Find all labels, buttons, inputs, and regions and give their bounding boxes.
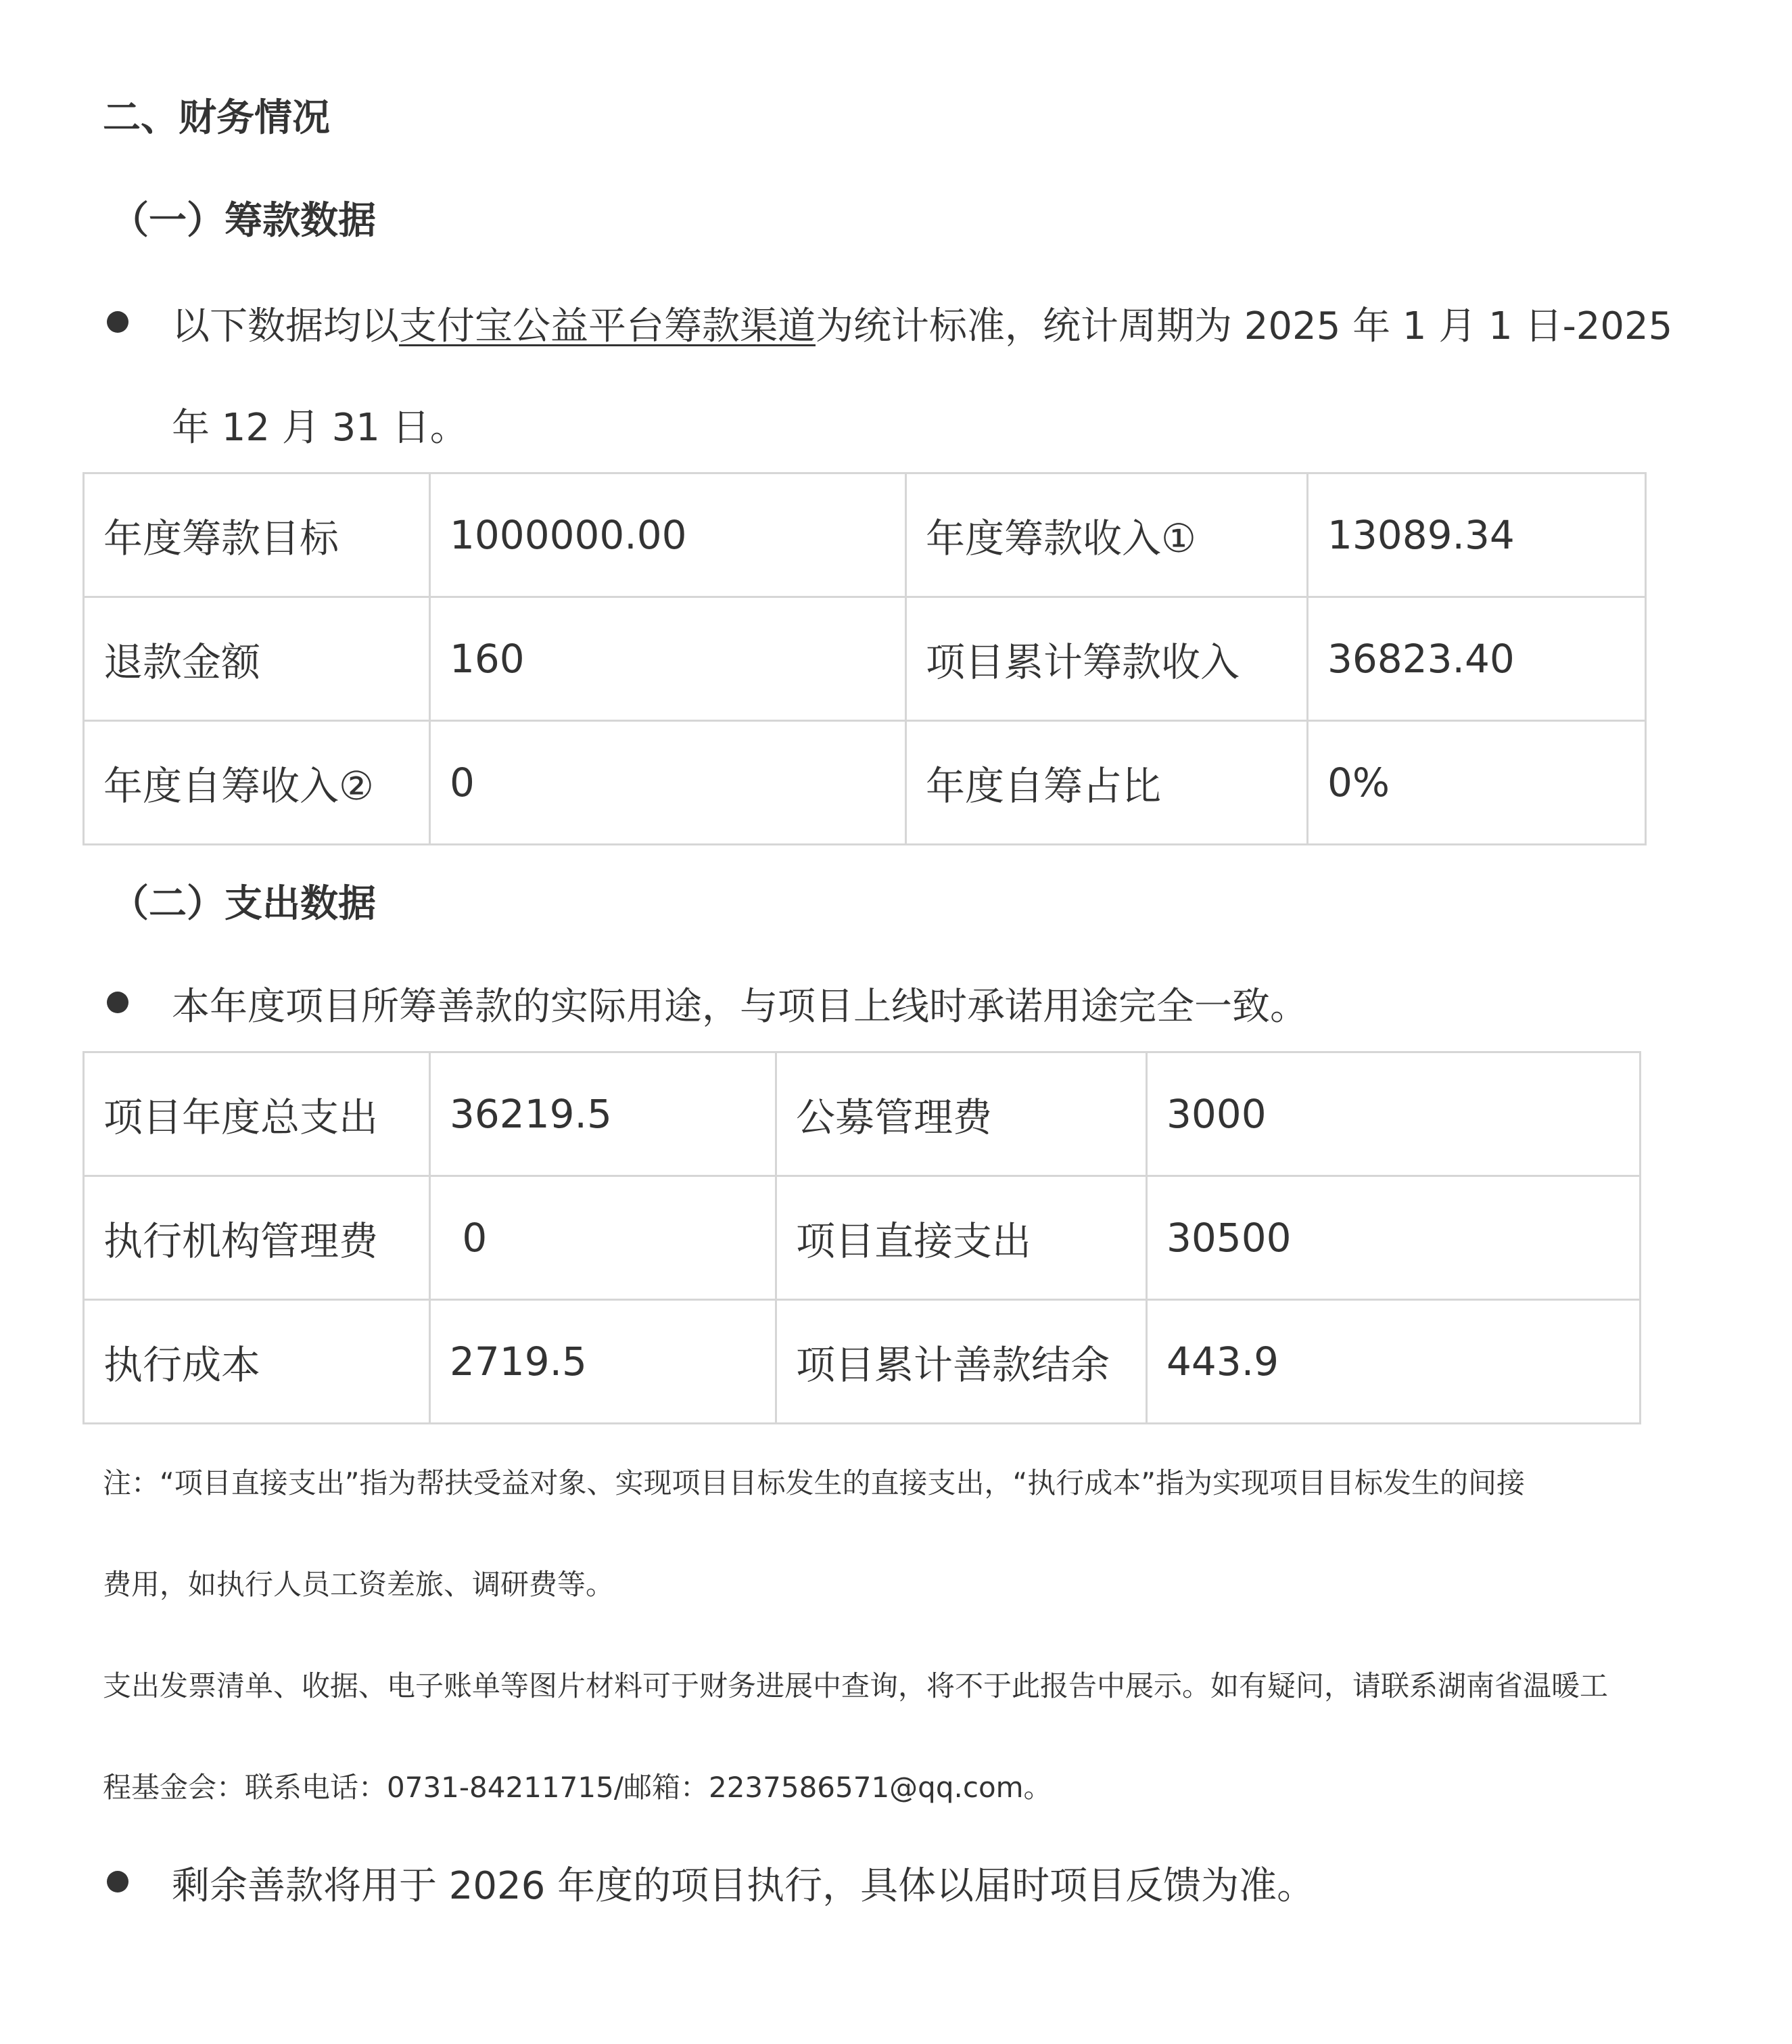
table-cell-label: 年度筹款目标 xyxy=(84,473,430,597)
fundraising-bullet-line1 xyxy=(172,296,1672,350)
table-cell-label: 年度自筹占比 xyxy=(906,721,1308,845)
bullet-icon xyxy=(107,992,128,1013)
table-cell-value: 36219.5 xyxy=(430,1052,776,1176)
table-cell-value: 0 xyxy=(430,1176,776,1300)
bullet-icon xyxy=(107,311,128,333)
bullet-suffix: 为统计标准，统计周期为 2025 年 1 月 1 日-2025 xyxy=(816,304,1673,348)
expenditure-table xyxy=(82,1051,1641,1424)
table-cell-value: 36823.40 xyxy=(1308,597,1646,721)
table-row xyxy=(84,1176,1641,1300)
platform-link-text: 支付宝公益平台筹款渠道 xyxy=(399,304,816,348)
table-row xyxy=(84,473,1646,597)
bullet-icon xyxy=(107,1871,128,1892)
table-cell-label: 项目累计善款结余 xyxy=(776,1300,1147,1424)
table-cell-label: 执行成本 xyxy=(84,1300,430,1424)
table-cell-label: 年度自筹收入② xyxy=(84,721,430,845)
table-cell-label: 项目累计筹款收入 xyxy=(906,597,1308,721)
table-row xyxy=(84,597,1646,721)
table-cell-label: 年度筹款收入① xyxy=(906,473,1308,597)
table-cell-label: 项目直接支出 xyxy=(776,1176,1147,1300)
note-line: 费用，如执行人员工资差旅、调研费等。 xyxy=(103,1568,615,1601)
table-cell-value: 443.9 xyxy=(1147,1300,1641,1424)
note-line: 注：“项目直接支出”指为帮扶受益对象、实现项目目标发生的直接支出，“执行成本”指为实现项目目标发生的间接 xyxy=(103,1466,1526,1500)
table-cell-value: 13089.34 xyxy=(1308,473,1646,597)
table-row xyxy=(84,1300,1641,1424)
table-cell-value: 3000 xyxy=(1147,1052,1641,1176)
fundraising-bullet-line2: 年 12 月 31 日。 xyxy=(172,406,468,450)
table-cell-label: 退款金额 xyxy=(84,597,430,721)
table-cell-value: 30500 xyxy=(1147,1176,1641,1300)
table-cell-value: 1000000.00 xyxy=(430,473,906,597)
table-cell-value: 160 xyxy=(430,597,906,721)
note-line: 程基金会：联系电话：0731-84211715/邮箱：2237586571@qq.com。 xyxy=(103,1771,1052,1804)
expenditure-bullet: 本年度项目所筹善款的实际用途，与项目上线时承诺用途完全一致。 xyxy=(172,985,1308,1029)
table-cell-value: 0 xyxy=(430,721,906,845)
table-cell-value: 2719.5 xyxy=(430,1300,776,1424)
expenditure-heading: （二）支出数据 xyxy=(111,882,376,926)
fundraising-table xyxy=(82,472,1647,845)
table-row xyxy=(84,721,1646,845)
fundraising-heading: （一）筹款数据 xyxy=(111,199,376,243)
note-line: 支出发票清单、收据、电子账单等图片材料可于财务进展中查询，将不于此报告中展示。如有疑问，请联系湖南省温暖工 xyxy=(103,1669,1609,1702)
table-cell-label: 执行机构管理费 xyxy=(84,1176,430,1300)
table-cell-value: 0% xyxy=(1308,721,1646,845)
section-title: 二、财务情况 xyxy=(103,96,330,140)
table-cell-label: 项目年度总支出 xyxy=(84,1052,430,1176)
closing-bullet: 剩余善款将用于 2026 年度的项目执行，具体以届时项目反馈为准。 xyxy=(172,1864,1315,1908)
bullet-prefix: 以下数据均以 xyxy=(172,304,399,348)
table-cell-label: 公募管理费 xyxy=(776,1052,1147,1176)
table-row xyxy=(84,1052,1641,1176)
